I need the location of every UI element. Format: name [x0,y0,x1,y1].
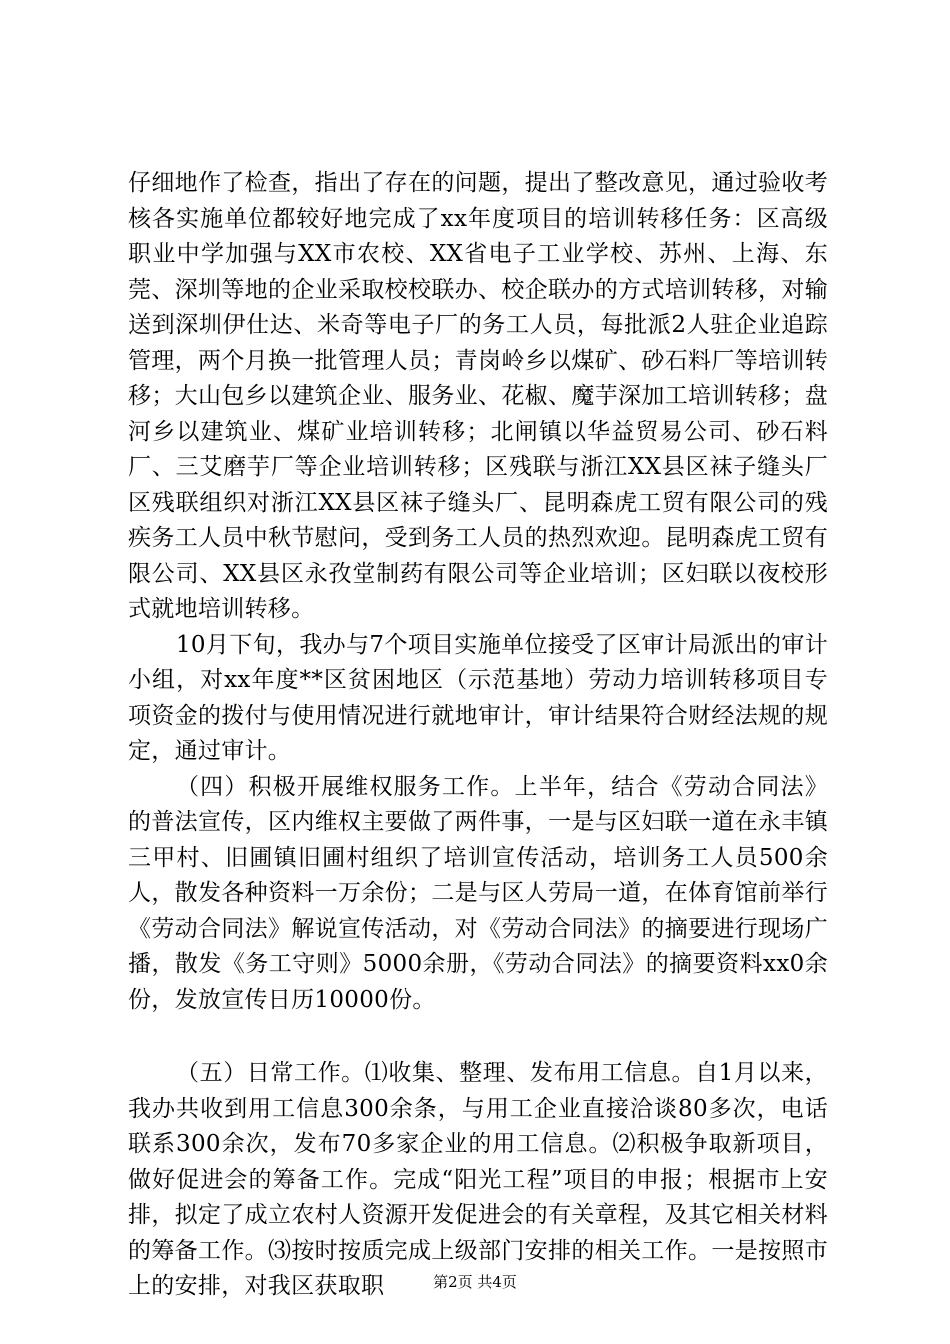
paragraph-rights-protection: （四）积极开展维权服务工作。上半年，结合《劳动合同法》的普法宣传，区内维权主要做了两件事，一是与区妇联一道在永丰镇三甲村、旧圃镇旧圃村组织了培训宣传活动，培训务工人员500余人，散发各种资料一万余份；二是与区人劳局一道，在体育馆前举行《劳动合同法》解说宣传活动，对《劳动合同法》的摘要进行现场广播，散发《务工守则》5000余册，《劳动合同法》的摘要资料xx0余份，发放宣传日历10000份。 [128,773,828,1013]
document-body [128,166,828,1305]
paragraph-training-transfer: 仔细地作了检查，指出了存在的问题，提出了整改意见，通过验收考核各实施单位都较好地完成了xx年度项目的培训转移任务：区高级职业中学加强与XX市农校、XX省电子工业学校、苏州、上海、东莞、深圳等地的企业采取校校联办、校企联办的方式培训转移，对输送到深圳伊仕达、米奇等电子厂的务工人员，每批派2人驻企业追踪管理，两个月换一批管理人员；青岗岭乡以煤矿、砂石料厂等培训转移；大山包乡以建筑企业、服务业、花椒、魔芋深加工培训转移；盘河乡以建筑业、煤矿业培训转移；北闸镇以华益贸易公司、砂石料厂、三艾磨芋厂等企业培训转移；区残联与浙江XX县区袜子缝头厂区残联组织对浙江XX县区袜子缝头厂、昆明森虎工贸有限公司的残疾务工人员中秋节慰问，受到务工人员的热烈欢迎。昆明森虎工贸有限公司、XX县区永孜堂制药有限公司等企业培训；区妇联以夜校形式就地培训转移。 [128,170,828,622]
paragraph-daily-work: （五）日常工作。⑴收集、整理、发布用工信息。自1月以来，我办共收到用工信息300余条，与用工企业直接洽谈80多次，电话联系300余次，发布70多家企业的用工信息。⑵积极争取新项目，做好促进会的筹备工作。完成“阳光工程”项目的申报；根据市上安排，拟定了成立农村人资源开发促进会的有关章程，及其它相关材料的筹备工作。⑶按时按质完成上级部门安排的相关工作。一是按照市上的安排，对我区获取职 [128,1060,828,1299]
page-number-footer: 第2页 共4页 [433,1273,517,1291]
paragraph-audit: 10月下旬，我办与7个项目实施单位接受了区审计局派出的审计小组，对xx年度**区贫困地区（示范基地）劳动力培训转移项目专项资金的拨付与使用情况进行就地审计，审计结果符合财经法规的规定，通过审计。 [128,631,828,764]
